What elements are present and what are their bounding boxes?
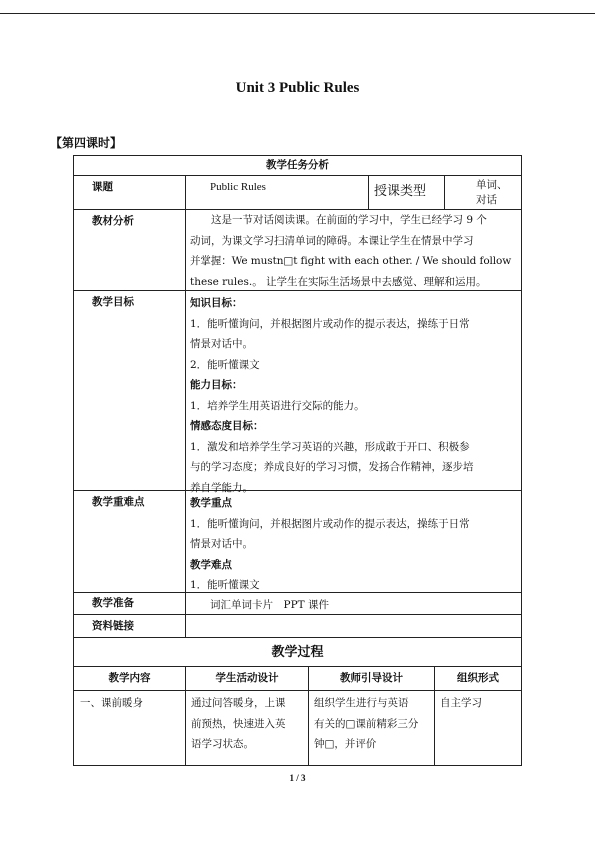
keypoints-label: 教学重难点 xyxy=(92,496,145,508)
analysis-header: 教学任务分析 xyxy=(266,159,329,171)
process-header: 教学过程 xyxy=(271,645,324,660)
material-line: 动词，为课文学习扫清单词的障碍。本课让学生在情景中学习 xyxy=(190,234,474,247)
process-row-content: 一、课前暖身 xyxy=(80,697,143,709)
objectives-content xyxy=(190,293,520,498)
student-line: 通过问答暖身，上课 xyxy=(191,697,286,709)
teacher-line: 组织学生进行与英语 xyxy=(314,697,409,709)
emotion-title: 情感态度目标： xyxy=(190,420,264,432)
focus-item: 情景对话中。 xyxy=(190,538,253,550)
material-label: 教材分析 xyxy=(92,215,134,227)
prep-label: 教学准备 xyxy=(92,597,134,609)
keypoints-content xyxy=(190,493,520,596)
page-number: 1 / 3 xyxy=(289,773,306,783)
teacher-line: 钟□，并评价 xyxy=(314,738,377,750)
knowledge-item: 情景对话中。 xyxy=(190,338,253,350)
emotion-item: 1．激发和培养学生学习英语的兴趣，形成敢于开口、积极参 xyxy=(190,440,470,453)
document-title: Unit 3 Public Rules xyxy=(235,80,360,96)
student-line: 语学习状态。 xyxy=(191,738,254,750)
topic-value: Public Rules xyxy=(210,181,266,193)
process-col-content: 教学内容 xyxy=(108,672,151,684)
material-line: 这是一节对话阅读课。在前面的学习中，学生已经学习 9 个 xyxy=(190,214,487,226)
process-col-form: 组织形式 xyxy=(457,672,499,684)
process-row-student xyxy=(191,693,307,755)
process-row-form: 自主学习 xyxy=(440,697,482,709)
objectives-label: 教学目标 xyxy=(92,296,134,308)
difficulty-title: 教学难点 xyxy=(190,558,232,571)
focus-title: 教学重点 xyxy=(190,497,232,509)
session-label: 【第四课时】 xyxy=(50,136,123,150)
lesson-type-label: 授课类型 xyxy=(374,184,427,199)
focus-item: 1．能听懂询问，并根据图片或动作的提示表达，操练于日常 xyxy=(190,517,470,530)
material-line: 并掌握：We mustn□t fight with each other. / We should follow xyxy=(190,255,512,267)
topic-label: 课题 xyxy=(92,181,113,193)
emotion-item: 养自学能力。 xyxy=(190,481,253,494)
ability-title: 能力目标： xyxy=(190,379,243,391)
lesson-type-value xyxy=(476,178,520,208)
prep-value: 词汇单词卡片 PPT 课件 xyxy=(210,599,329,611)
lesson-type-value-line2: 对话 xyxy=(476,194,497,206)
process-col-teacher: 教师引导设计 xyxy=(340,672,403,684)
teacher-line: 有关的□课前精彩三分 xyxy=(314,717,419,730)
knowledge-title: 知识目标： xyxy=(190,297,243,309)
student-line: 前预热，快速进入英 xyxy=(191,717,286,730)
emotion-item: 与的学习态度；养成良好的学习习惯，发扬合作精神，逐步培 xyxy=(190,461,474,473)
knowledge-item: 2．能听懂课文 xyxy=(190,358,260,371)
knowledge-item: 1．能听懂询问，并根据图片或动作的提示表达，操练于日常 xyxy=(190,317,470,330)
material-analysis xyxy=(190,210,520,292)
material-line: these rules.。 让学生在实际生活场景中去感觉、理解和运用。 xyxy=(190,275,487,288)
difficulty-item: 1．能听懂课文 xyxy=(190,579,260,591)
process-row-teacher xyxy=(314,693,433,755)
resource-label: 资料链接 xyxy=(92,620,134,632)
process-col-student: 学生活动设计 xyxy=(215,672,279,684)
lesson-type-value-line1: 单词、 xyxy=(476,179,508,191)
ability-item: 1．培养学生用英语进行交际的能力。 xyxy=(190,399,365,412)
